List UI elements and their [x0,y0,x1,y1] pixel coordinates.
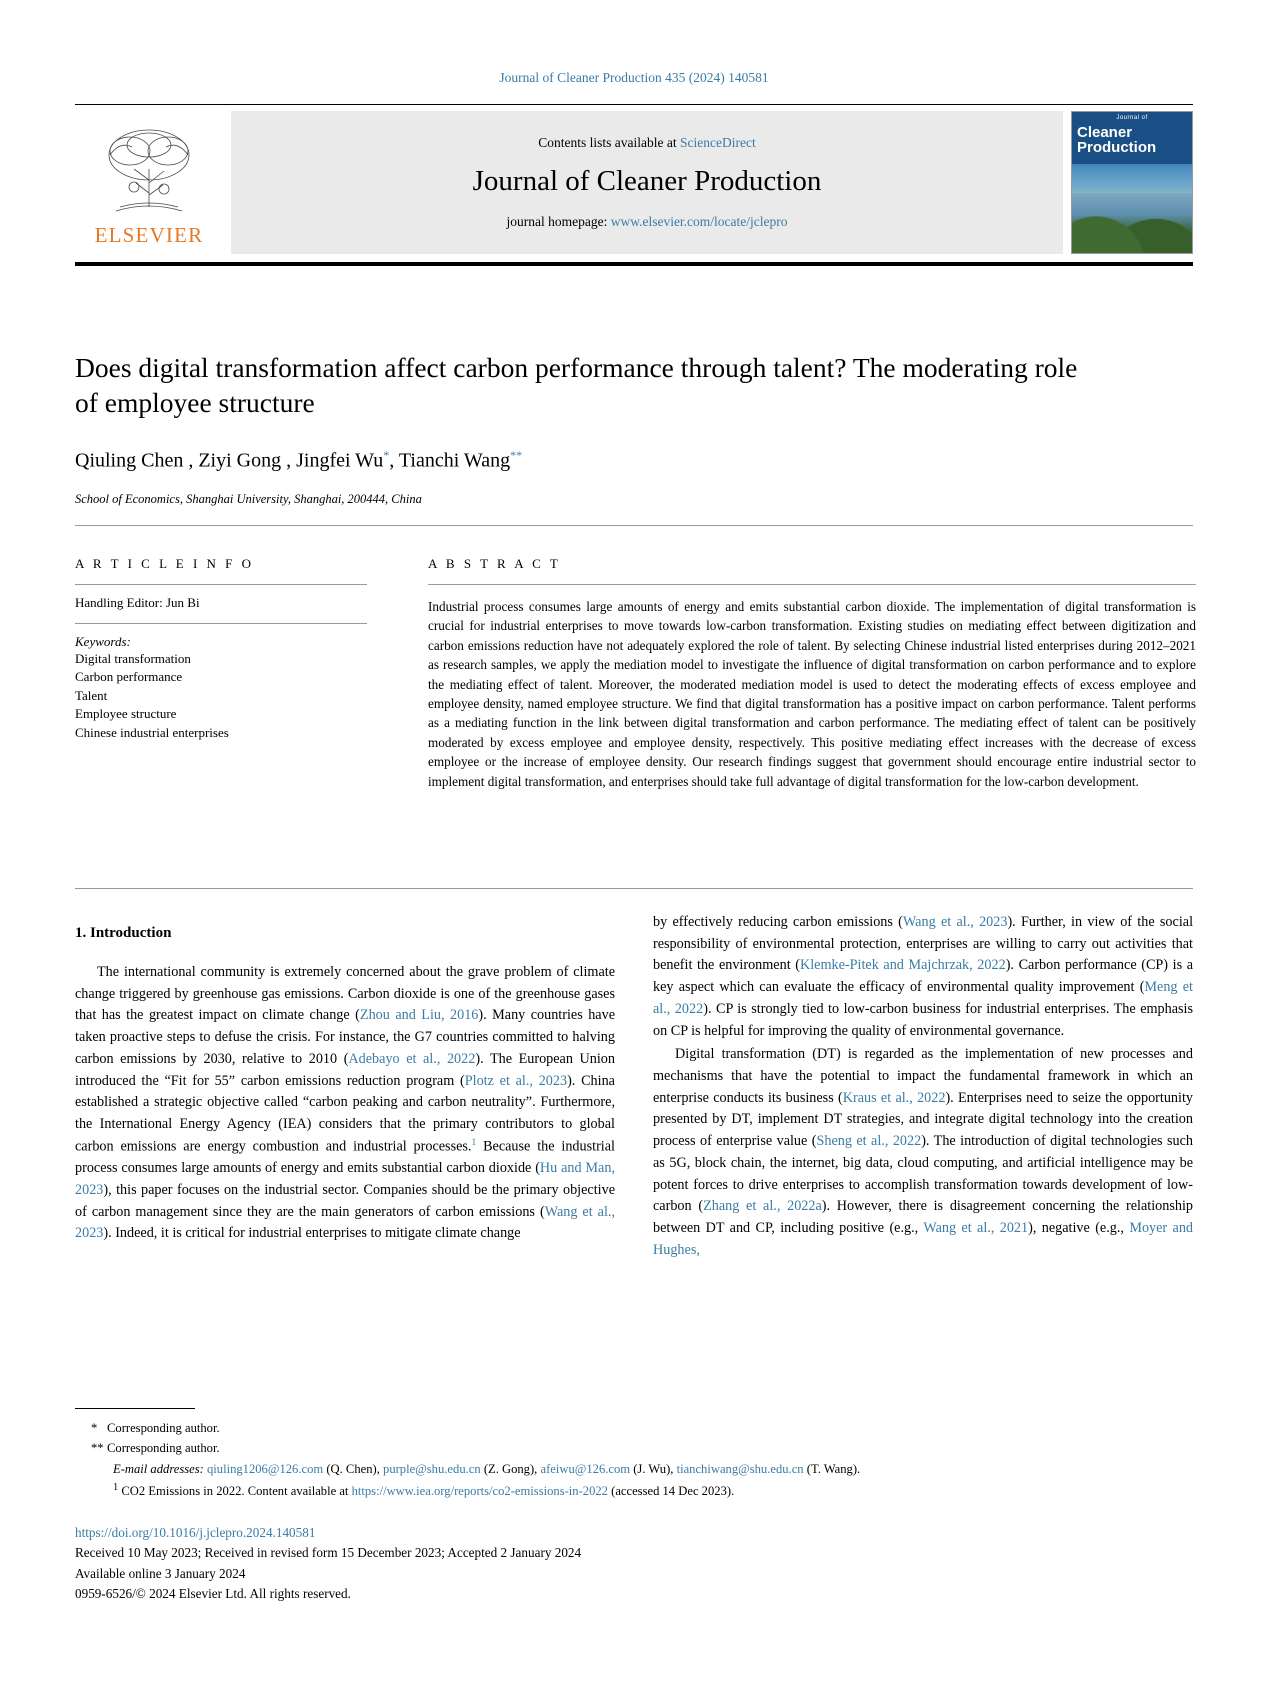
abstract-text: Industrial process consumes large amounts of energy and emits substantial carbon dioxide. The implementation of digital transformation is crucial for industrial enterprises to move towards low-carbon transformation. Existing studies on mediating effect between digitization and carbon emissions reduction have not adequately explored the role of talent. By selecting Chinese industrial listed enterprises during 2012–2021 as research samples, we apply the mediation model to investigate the influence of digital transformation on carbon performance and to explore the mediating effect of talent. Moreover, the moderated mediation model is used to detect the moderating effects of excess employee and employee density, named employee structure. We find that digital transformation has a positive impact on carbon performance. Talent performs as a mediating function in the link between digital transformation and carbon performance. The mediating effect of talent can be positively moderated by excess employee and employee density, respectively. This positive mediating effect increases with the decrease of excess employee or the increase of employee density. Our research findings suggest that government should encourage entire industrial sector to implement digital transformation, and enterprises should take full advantage of digital transformation for the low-carbon development. [428,599,1196,789]
cover-header [1072,112,1192,164]
contents-line [538,135,755,151]
footnote-text: Corresponding author. [107,1421,220,1435]
text-run: ). However, there is disagreement concerning the relationship between DT and CP, including positive (e.g., [653,1198,1194,1237]
email-label: E-mail addresses: [113,1461,204,1476]
journal-banner [231,111,1063,254]
article-info-heading: A R T I C L E I N F O [75,556,255,571]
copyright-line: 0959-6526/© 2024 Elsevier Ltd. All rights reserved. [75,1586,351,1602]
footnote-corresponding-1 [75,1418,1193,1438]
elsevier-wordmark: ELSEVIER [94,223,204,247]
received-dates: Received 10 May 2023; Received in revised form 15 December 2023; Accepted 2 January 2024 [75,1545,582,1561]
citation-link[interactable]: Moyer and Hughes, [653,1220,1194,1258]
text-run: by effectively reducing carbon emissions ( [653,914,903,930]
footnote-text: Corresponding author. [107,1441,220,1456]
info-divider-2 [75,623,367,624]
info-divider-1 [75,584,367,585]
email-person: (J. Wu), [633,1461,674,1476]
available-online: Available online 3 January 2024 [75,1565,246,1581]
email-link[interactable]: tianchiwang@shu.edu.cn [676,1461,804,1476]
footnote-number: 1 [113,1482,119,1494]
journal-cover-thumbnail [1071,111,1193,254]
author-footnote-mark-1[interactable]: * [383,448,390,462]
footnotes-block [75,1418,1193,1502]
citation-link[interactable]: Klemke-Pitek and Majchrzak, 2022 [799,957,1006,974]
abstract-column [428,556,1196,791]
cover-title-line2: Production [1077,139,1157,156]
iea-report-link[interactable]: https://www.iea.org/reports/co2-emissions-in-2022 [351,1484,608,1499]
citation-link[interactable]: Adebayo et al., 2022 [348,1050,476,1067]
footnote-corresponding-2 [75,1438,1193,1458]
authors-last: , Tianchi Wang [389,449,511,472]
footnote-emails [75,1459,1193,1479]
email-person: (T. Wang). [806,1461,861,1476]
keywords-label: Keywords: [75,634,131,649]
keyword-item: Talent [75,687,108,703]
footnote-rule [75,1408,195,1409]
text-run: ), this paper focuses on the industrial sector. Companies should be the primary objective of carbon management since they are the main generators of carbon emissions ( [75,1181,615,1220]
keyword-item: Digital transformation [75,651,191,666]
paragraph-intro-right-1 [653,912,1193,1042]
journal-masthead [75,104,1193,262]
divider-below-abstract [75,888,1193,889]
divider-above-info [75,525,1193,526]
citation-link[interactable]: Wang et al., 2023 [902,914,1008,930]
author-list [75,448,1105,473]
cover-small-label: Journal of [1116,115,1148,121]
text-run: ). Further, in view of the social responsibility of environmental protection, enterprises are willing to carry out activities that benefit the environment ( [653,914,1194,974]
keyword-item: Chinese industrial enterprises [75,724,229,740]
body-column-right [653,912,1193,1264]
citation-link[interactable]: Hu and Man, 2023 [75,1160,615,1198]
affiliation: School of Economics, Shanghai University, Shanghai, 200444, China [75,492,422,506]
text-run: ). Indeed, it is critical for industrial enterprises to mitigate climate change [103,1225,521,1242]
body-column-left [75,925,615,1247]
citation-link[interactable]: Wang et al., 2021 [923,1220,1029,1237]
elsevier-tree-icon [90,125,208,221]
paragraph-intro-left [75,962,615,1245]
handling-editor: Handling Editor: Jun Bi [75,595,200,610]
email-link[interactable]: qiuling1206@126.com [206,1461,324,1476]
email-link[interactable]: purple@shu.edu.cn [383,1461,481,1476]
citation-link[interactable]: Meng et al., 2022 [653,979,1193,1017]
article-info-column [75,556,375,742]
text-run: Because the industrial process consumes large amounts of energy and emits substantial carbon dioxide ( [75,1138,615,1177]
abstract-heading: A B S T R A C T [428,556,561,571]
section-heading-introduction: 1. Introduction [75,925,172,941]
citation-link[interactable]: Zhou and Liu, 2016 [359,1007,479,1024]
email-person: (Z. Gong), [483,1461,538,1476]
footnote-mark: * [91,1421,98,1435]
journal-title: Journal of Cleaner Production [472,165,822,197]
email-person: (Q. Chen), [326,1461,380,1476]
citation-link[interactable]: Zhang et al., 2022a [703,1198,822,1215]
text-run: The international community is extremely concerned about the grave problem of climate change triggered by greenhouse gas emissions. Carbon dioxide is one of the greenhouse gases that has the greatest impact on climate change ( [75,964,615,1024]
homepage-line [506,214,787,230]
citation-link[interactable]: Plotz et al., 2023 [464,1072,568,1089]
elsevier-logo [75,105,223,262]
authors-names: Qiuling Chen , Ziyi Gong , Jingfei Wu [75,449,384,472]
citation-link[interactable]: Kraus et al., 2022 [842,1089,946,1106]
doi-link[interactable]: https://doi.org/10.1016/j.jclepro.2024.140581 [75,1525,316,1540]
text-run: ). CP is strongly tied to low-carbon business for industrial enterprises. The emphasis on CP is helpful for improving the quality of environmental governance. [653,1000,1193,1039]
text-run: ). Enterprises need to seize the opportunity presented by DT, implement DT strategies, and integrate digital technology into the creation process of enterprise value ( [653,1089,1193,1150]
running-head: Journal of Cleaner Production 435 (2024) 140581 [499,70,769,85]
email-link[interactable]: afeiwu@126.com [540,1461,631,1476]
page-title: Does digital transformation affect carbon performance through talent? The moderating role of employee structure [75,352,1078,419]
journal-homepage-link[interactable]: www.elsevier.com/locate/jclepro [610,214,788,229]
text-run: ). Carbon performance (CP) is a key aspect which can evaluate the efficacy of environmental quality improvement ( [653,957,1194,996]
masthead-bottom-rule [75,262,1193,266]
paragraph-intro-right-2 [653,1044,1193,1261]
cover-artwork [1072,193,1192,253]
citation-link[interactable]: Wang et al., 2023 [75,1203,615,1242]
citation-link[interactable]: Sheng et al., 2022 [816,1133,922,1150]
footnote-mark: ** [91,1441,104,1456]
text-run: Digital transformation (DT) is regarded as the implementation of new processes and mechanisms that have the potential to impact the fundamental framework in which an enterprise conducts its business ( [653,1046,1193,1106]
homepage-prefix: journal homepage: [506,214,608,229]
text-run: ). Many countries have taken proactive steps to defuse the crisis. For instance, the G7 countries committed to halving carbon emissions by 2030, relative to 2010 ( [75,1007,615,1067]
text-run: ). The introduction of digital technologies such as 5G, block chain, the internet, big data, cloud computing, and artificial intelligence may be potent forces to drive enterprises to accomplish transformation towards development of low-carbon ( [653,1133,1193,1215]
text-run: ). The European Union introduced the “Fit for 55” carbon emissions reduction program ( [75,1050,615,1089]
footnote-ref[interactable]: 1 [471,1137,477,1148]
publication-info [75,1523,775,1605]
abstract-divider [428,584,1196,585]
cover-title-line1: Cleaner [1077,124,1133,141]
contents-prefix: Contents lists available at [538,135,677,150]
text-run: ), negative (e.g., [1028,1220,1130,1237]
sciencedirect-link[interactable]: ScienceDirect [680,135,756,150]
footnote-note-text: CO2 Emissions in 2022. Content available at [121,1484,349,1499]
author-footnote-mark-2[interactable]: ** [510,448,523,462]
keyword-item: Carbon performance [75,669,183,685]
keyword-item: Employee structure [75,706,177,722]
footnote-note-access: (accessed 14 Dec 2023). [611,1484,735,1499]
footnote-note-1 [75,1479,1193,1502]
text-run: ). China established a strategic objective called “carbon peaking and carbon neutrality”. Furthermore, the International Energy Agency (IEA) considers that the primary contributors to global carbon emissions are energy combustion and industrial processes. [75,1072,615,1155]
